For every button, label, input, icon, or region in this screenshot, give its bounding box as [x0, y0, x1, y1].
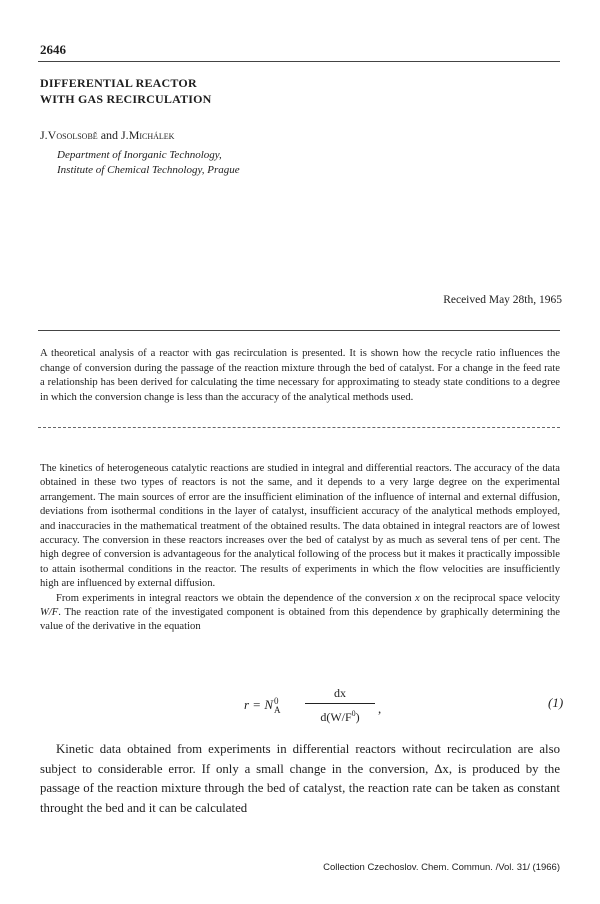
- header-rule: [38, 61, 560, 62]
- para2-text-a: From experiments in integral reactors we obtain the dependence of the conversion: [56, 592, 412, 604]
- equation-fraction: [305, 685, 375, 725]
- abstract: A theoretical analysis of a reactor with gas recirculation is presented. It is shown how the recycle ratio influences the change of conversion during the passage of the reaction mixture through the bed of catalyst. For a change in the feed rate a relationship has been derived for calculating the time necessary for approximating to steady state conditions to a degree in which the conversion change is less than the accuracy of the analytical methods used.: [40, 348, 560, 403]
- affiliation-line-1: Department of Inorganic Technology,: [57, 149, 222, 161]
- eq-den-pre: d(W/F: [320, 710, 352, 724]
- abstract-top-rule: [38, 330, 560, 331]
- body-paragraph-3: Kinetic data obtained from experiments in differential reactors without recirculation are also subject to considerable error. If only a small change in the conversion, Δx, is produced by the passage of the reaction mixture through the bed of catalyst, the reaction rate can be taken as constant throught the bed and it can be calculated: [40, 742, 560, 815]
- abstract-bottom-rule: [38, 427, 560, 428]
- para2-text-b: on the reciprocal space velocity: [423, 592, 561, 604]
- title-line-2: WITH GAS RECIRCULATION: [40, 92, 212, 106]
- equation-lhs: [244, 697, 281, 715]
- eq-den-post: ): [355, 710, 360, 724]
- eq-den-sup: 0: [351, 709, 356, 718]
- para2-var-wf: W/F: [40, 607, 59, 619]
- affiliation: [57, 148, 240, 178]
- received-date: Received May 28th, 1965: [443, 294, 562, 306]
- author-2-surname: Michálek: [128, 128, 175, 142]
- page-number: 2646: [40, 42, 66, 57]
- title-line-1: DIFFERENTIAL REACTOR: [40, 76, 197, 90]
- author-1-initial: J.: [40, 128, 48, 142]
- equation-1: [0, 683, 600, 735]
- eq-fraction-bar: [305, 703, 375, 704]
- para2-text-c: . The reaction rate of the investigated component is obtained from this dependence by graphically determining the value of the derivative in the equation: [40, 607, 560, 633]
- eq-numerator: dx: [334, 686, 346, 700]
- body-paragraph-2: [40, 592, 560, 635]
- author-conjunction: and: [100, 128, 119, 142]
- introduction-text: [40, 462, 560, 635]
- eq-denominator: [305, 706, 375, 725]
- affiliation-line-2: Institute of Chemical Technology, Prague: [57, 164, 240, 176]
- article-title: [40, 75, 440, 107]
- eq-lhs-sub: A: [274, 705, 281, 716]
- para2-var-x: x: [415, 592, 420, 604]
- authors: [40, 128, 174, 143]
- equation-label: (1): [548, 695, 564, 710]
- author-1-surname: Vosolsobě: [47, 128, 98, 142]
- eq-lhs-sup: 0: [274, 696, 279, 707]
- author-2-initial: J.: [121, 128, 129, 142]
- footer-citation: Collection Czechoslov. Chem. Commun. /Vol. 31/ (1966): [323, 862, 560, 873]
- eq-trailing: ,: [378, 701, 382, 716]
- eq-lhs-main: r = N: [244, 697, 274, 712]
- body-paragraph-1: The kinetics of heterogeneous catalytic reactions are studied in integral and differential reactors. The accuracy of the data obtained in these two types of reactors is not the same, and it depends to a very large degree on the experimental arrangement. The main sources of error are the insufficient elimination of the influence of internal and external diffusion, deviations from isothermal conditions in the layer of catalyst, insufficient accuracy of the analytical methods employed, and inaccuracies in the mathematical treatment of the obtained results. The data obtained in integral reactors are of lowest accuracy. The conversion in these reactors increases over the bed of catalyst by as much as several tens of per cent. The high degree of conversion is advantageous for the analytical following of the process but it makes it practically impossible to attain isothermal conditions in the reactor. The results of experiments in which the flow velocities are insufficiently high are influenced by external diffusion.: [40, 463, 560, 590]
- eq-lhs-scripts: [274, 697, 281, 715]
